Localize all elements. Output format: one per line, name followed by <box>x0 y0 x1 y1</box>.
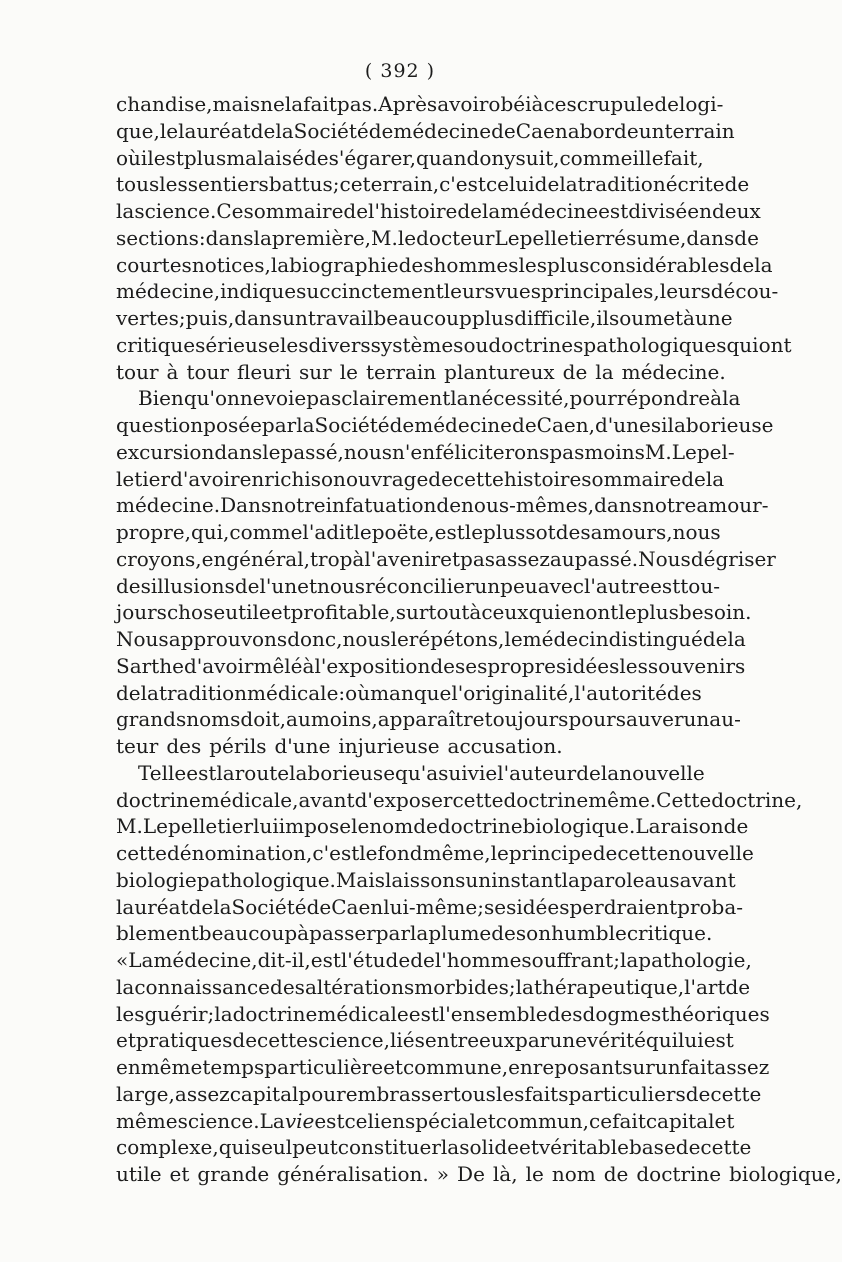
text-line: grands noms doit, au moins, apparaître toujours pour sauver un au- <box>116 707 741 732</box>
text-line: chandise, mais ne la fait pas. Après avoir obéi à ce scrupule de logi- <box>116 92 724 116</box>
text-line: biologie pathologique. Mais laissons un instant la parole au savant <box>116 867 736 892</box>
text-line: où il est plus malaisé de s'égarer, quand on y suit, comme il le fait, <box>116 145 704 170</box>
text-line: large, assez capital pour embrasser tous les faits particuliers de cette <box>116 1081 762 1106</box>
text-line: et pratiques de cette science, liés entre eux par une vérité qui lui est <box>116 1028 734 1053</box>
text-line: « La médecine, dit-il, est l'étude de l'homme souffrant; la pathologie, <box>116 948 752 972</box>
text-line: utile et grande généralisation. » De là, le nom de doctrine biologique, <box>116 1162 842 1186</box>
book-page <box>116 58 842 1186</box>
text-line: Sarthe d'avoir mêlé à l'exposition de ses propres idées les souvenirs <box>116 653 746 678</box>
text-line: médecine, indique succinctement leurs vues principales, leurs décou- <box>116 279 779 304</box>
text-line: doctrine médicale, avant d'exposer cette doctrine même. Cette doctrine, <box>116 787 803 812</box>
text-line: vertes; puis, dans un travail beaucoup plus difficile, il soumet à une <box>116 306 733 330</box>
text-line: question posée par la Société de médecine de Caen, d'une si laborieuse <box>116 413 774 437</box>
text-line: courtes notices, la biographie des hommes les plus considérables de la <box>116 252 773 277</box>
text-line: que, le lauréat de la Société de médecine de Caen aborde un terrain <box>116 118 735 143</box>
text-line: de la tradition médicale : où manque l'originalité, l'autorité des <box>116 680 702 705</box>
text-line: les guérir ; la doctrine médicale est l'ensemble des dogmes théoriques <box>116 1001 770 1026</box>
text-line: Nous approuvons donc, nous le répétons, le médecin distingué de la <box>116 627 746 651</box>
text-line: blement beaucoup à passer par la plume de son humble critique. <box>116 921 713 946</box>
text-line: la science. Ce sommaire de l'histoire de la médecine est divisé en deux <box>116 199 761 223</box>
text-line: excursion dans le passé, nous n'en féliciterons pas moins M. Lepel- <box>116 439 735 464</box>
text-line: Telle est la route laborieuse qu'a suivie l'auteur de la nouvelle <box>138 760 705 785</box>
text-line: critique sérieuse les divers systèmes ou doctrines pathologiques qui ont <box>116 332 792 357</box>
text-line: letier d'avoir enrichi son ouvrage de cette histoire sommaire de la <box>116 466 725 491</box>
text-line: même science. La vie est ce lien spécial et commun, ce fait capital et <box>116 1108 735 1133</box>
text-line: croyons, en général, trop à l'avenir et pas assez au passé. Nous dégriser <box>116 546 776 571</box>
text-line: propre, qui, comme l'a dit le poëte, est le plus sot des amours, nous <box>116 520 721 544</box>
text-line: tour à tour fleuri sur le terrain plantureux de la médecine. <box>116 359 726 384</box>
text-line: cette dénomination, c'est le fond même, le principe de cette nouvelle <box>116 841 754 865</box>
text-line: teur des périls d'une injurieuse accusation. <box>116 734 563 758</box>
text-line: la connaissance des altérations morbides ; la thérapeutique, l'art de <box>116 974 751 999</box>
body-text <box>116 90 842 1186</box>
page-number: ( 392 ) <box>364 60 436 82</box>
text-line: jours chose utile et profitable, surtout à ceux qui en ont le plus besoin. <box>116 600 752 625</box>
text-line: sections : dans la première, M. le docteur Lepelletier résume, dans de <box>116 225 759 250</box>
text-line: Bien qu'on ne voie pas clairement la nécessité, pour répondre à la <box>138 386 741 411</box>
text-line: complexe, qui seul peut constituer la solide et véritable base de cette <box>116 1135 752 1160</box>
text-line: médecine. Dans notre infatuation de nous-mêmes, dans notre amour- <box>116 493 769 518</box>
text-line: en même temps particulière et commune, en reposant sur un fait assez <box>116 1055 770 1079</box>
text-line: des illusions de l'un et nous réconcilier un peu avec l'autre est tou- <box>116 573 720 598</box>
text-line: lauréat de la Société de Caen lui-même ; ses idées perdraient proba- <box>116 894 744 919</box>
text-line: tous les sentiers battus; ce terrain, c'est celui de la tradition écrite de <box>116 172 750 197</box>
text-line: M. Lepelletier lui impose le nom de doctrine biologique. La raison de <box>116 814 749 839</box>
